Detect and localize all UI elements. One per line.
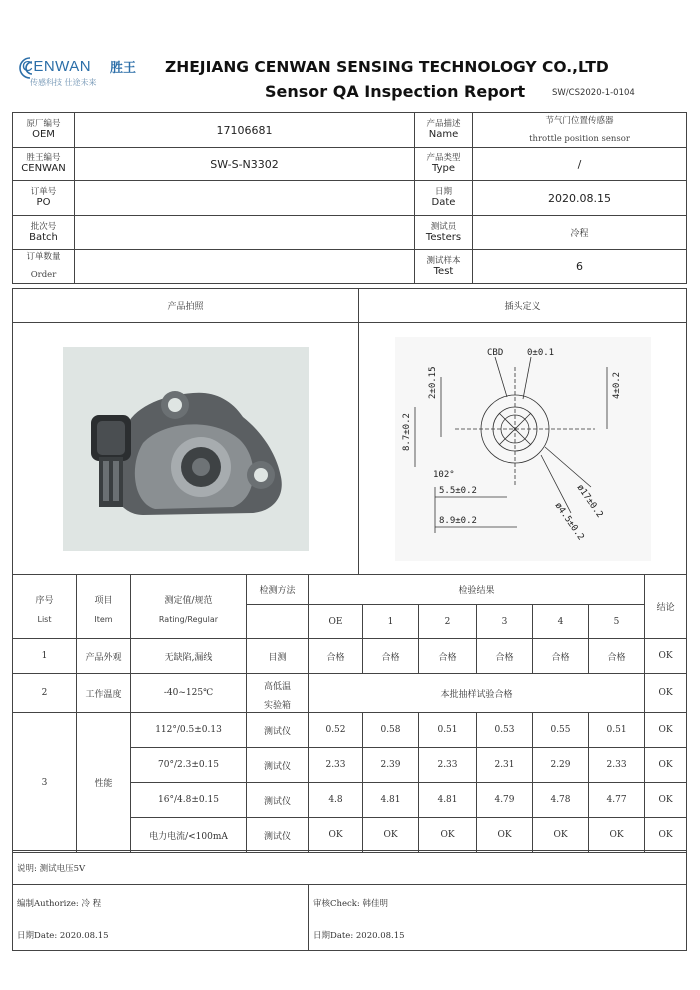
dim-label: 5.5±0.2 <box>438 485 477 496</box>
col-result: 检验结果 <box>309 575 645 605</box>
dim-label: 102° <box>432 469 455 480</box>
test-label: 测试样本 Test <box>415 250 473 284</box>
oem-label: 原厂编号 OEM <box>13 113 75 148</box>
row-conclusion: OK <box>645 713 687 748</box>
cenwan-label: 胜王编号 CENWAN <box>13 148 75 181</box>
testers-value: 冷程 <box>473 216 687 250</box>
row-value: OK <box>309 818 363 853</box>
footer-table <box>12 850 687 951</box>
document-number: SW/CS2020-1-0104 <box>552 88 635 98</box>
sample-header: 4 <box>533 605 589 639</box>
row-value: OK <box>589 818 645 853</box>
row-rating: 16°/4.8±0.15 <box>131 783 247 818</box>
row-method: 目测 <box>247 639 309 674</box>
sample-header: OE <box>309 605 363 639</box>
dim-label: 2±0.15 <box>427 365 438 399</box>
row-value: 4.8 <box>309 783 363 818</box>
sample-header: 3 <box>477 605 533 639</box>
row-value: OK <box>477 818 533 853</box>
date-left: 日期Date: 2020.08.15 <box>13 921 309 951</box>
oem-value: 17106681 <box>75 113 415 148</box>
row-value: 4.81 <box>363 783 419 818</box>
row-conclusion: OK <box>645 783 687 818</box>
row-value: OK <box>363 818 419 853</box>
sample-header: 1 <box>363 605 419 639</box>
check: 审核Check: 韩佳明 <box>309 885 687 921</box>
row-rating: 电力电流/<100mA <box>131 818 247 853</box>
row-conclusion: OK <box>645 818 687 853</box>
row-conclusion: OK <box>645 674 687 713</box>
product-info-table <box>12 112 687 284</box>
date-label: 日期 Date <box>415 181 473 216</box>
row-value: 0.51 <box>419 713 477 748</box>
testers-label: 测试员 Testers <box>415 216 473 250</box>
row-item: 性能 <box>77 713 131 853</box>
order-label: 订单数量 Order <box>13 250 75 284</box>
type-label: 产品类型 Type <box>415 148 473 181</box>
images-table <box>12 288 687 575</box>
po-label: 订单号 PO <box>13 181 75 216</box>
batch-label: 批次号 Batch <box>13 216 75 250</box>
row-value: OK <box>533 818 589 853</box>
row-value: 2.33 <box>589 748 645 783</box>
row-rating: -40~125℃ <box>131 674 247 713</box>
pin-definition-title: 插头定义 <box>359 289 687 323</box>
photo-title: 产品拍照 <box>13 289 359 323</box>
row-value: 4.78 <box>533 783 589 818</box>
product-photo-cell <box>13 323 359 575</box>
type-value: / <box>473 148 687 181</box>
table-row <box>13 639 687 674</box>
row-rating: 112°/0.5±0.13 <box>131 713 247 748</box>
row-item: 工作温度 <box>77 674 131 713</box>
name-label: 产品描述 Name <box>415 113 473 148</box>
row-value: 4.77 <box>589 783 645 818</box>
dim-label: 8.7±0.2 <box>401 412 412 451</box>
order-value <box>75 250 415 284</box>
table-row <box>13 713 687 748</box>
cenwan-value: SW-S-N3302 <box>75 148 415 181</box>
row-method: 测试仪 <box>247 818 309 853</box>
row-value: 2.31 <box>477 748 533 783</box>
row-value: 合格 <box>477 639 533 674</box>
row-no: 2 <box>13 674 77 713</box>
note: 说明: 测试电压5V <box>13 851 687 885</box>
row-rating: 无缺陷,漏线 <box>131 639 247 674</box>
row-no: 1 <box>13 639 77 674</box>
po-value <box>75 181 415 216</box>
company-name: ZHEJIANG CENWAN SENSING TECHNOLOGY CO.,LTD <box>165 58 609 76</box>
row-item: 产品外观 <box>77 639 131 674</box>
logo-slogan: 传感科技 仕途未来 <box>30 78 97 87</box>
row-value: 2.29 <box>533 748 589 783</box>
row-value: OK <box>419 818 477 853</box>
dim-label: 8.9±0.2 <box>438 515 477 526</box>
row-value: 2.33 <box>419 748 477 783</box>
col-item: 项目 Item <box>77 575 131 639</box>
batch-value <box>75 216 415 250</box>
inspection-results-table <box>12 574 687 853</box>
row-no: 3 <box>13 713 77 853</box>
logo-cn: 胜王 <box>110 61 137 76</box>
row-value: 0.53 <box>477 713 533 748</box>
dim-label: 4±0.2 <box>611 371 622 399</box>
row-merged-result: 本批抽样试验合格 <box>309 674 645 713</box>
row-value: 4.81 <box>419 783 477 818</box>
col-conclusion: 结论 <box>645 575 687 639</box>
row-method: 测试仪 <box>247 748 309 783</box>
row-value: 合格 <box>309 639 363 674</box>
date-right: 日期Date: 2020.08.15 <box>309 921 687 951</box>
col-no: 序号 List <box>13 575 77 639</box>
row-value: 0.55 <box>533 713 589 748</box>
row-method: 测试仪 <box>247 713 309 748</box>
row-value: 4.79 <box>477 783 533 818</box>
pin-definition-drawing <box>395 337 651 561</box>
dim-label: ø17±0.2 <box>574 482 604 520</box>
row-value: 合格 <box>363 639 419 674</box>
dim-label: CBD <box>486 347 503 358</box>
dim-label: ø4.5±0.2 <box>552 500 586 542</box>
table-row <box>13 674 687 713</box>
authorize: 编制Authorize: 冷 程 <box>13 885 309 921</box>
row-value: 合格 <box>419 639 477 674</box>
sample-header: 5 <box>589 605 645 639</box>
sample-header: 2 <box>419 605 477 639</box>
dim-label: 0±0.1 <box>526 347 554 358</box>
row-value: 合格 <box>589 639 645 674</box>
report-title: Sensor QA Inspection Report <box>265 82 526 101</box>
col-method: 检测方法 <box>247 575 309 605</box>
pin-drawing-cell <box>359 323 687 575</box>
product-photo <box>63 347 309 551</box>
row-value: 0.51 <box>589 713 645 748</box>
logo-text: CENWAN <box>22 58 92 75</box>
test-value: 6 <box>473 250 687 284</box>
row-value: 0.52 <box>309 713 363 748</box>
col-rating: 测定值/规范 Rating/Regular <box>131 575 247 639</box>
name-value: 节气门位置传感器 throttle position sensor <box>473 113 687 148</box>
row-rating: 70°/2.3±0.15 <box>131 748 247 783</box>
row-value: 2.39 <box>363 748 419 783</box>
row-value: 2.33 <box>309 748 363 783</box>
row-conclusion: OK <box>645 748 687 783</box>
row-value: 合格 <box>533 639 589 674</box>
date-value: 2020.08.15 <box>473 181 687 216</box>
row-value: 0.58 <box>363 713 419 748</box>
row-method: 测试仪 <box>247 783 309 818</box>
row-method: 高低温 实验箱 <box>247 674 309 713</box>
row-conclusion: OK <box>645 639 687 674</box>
